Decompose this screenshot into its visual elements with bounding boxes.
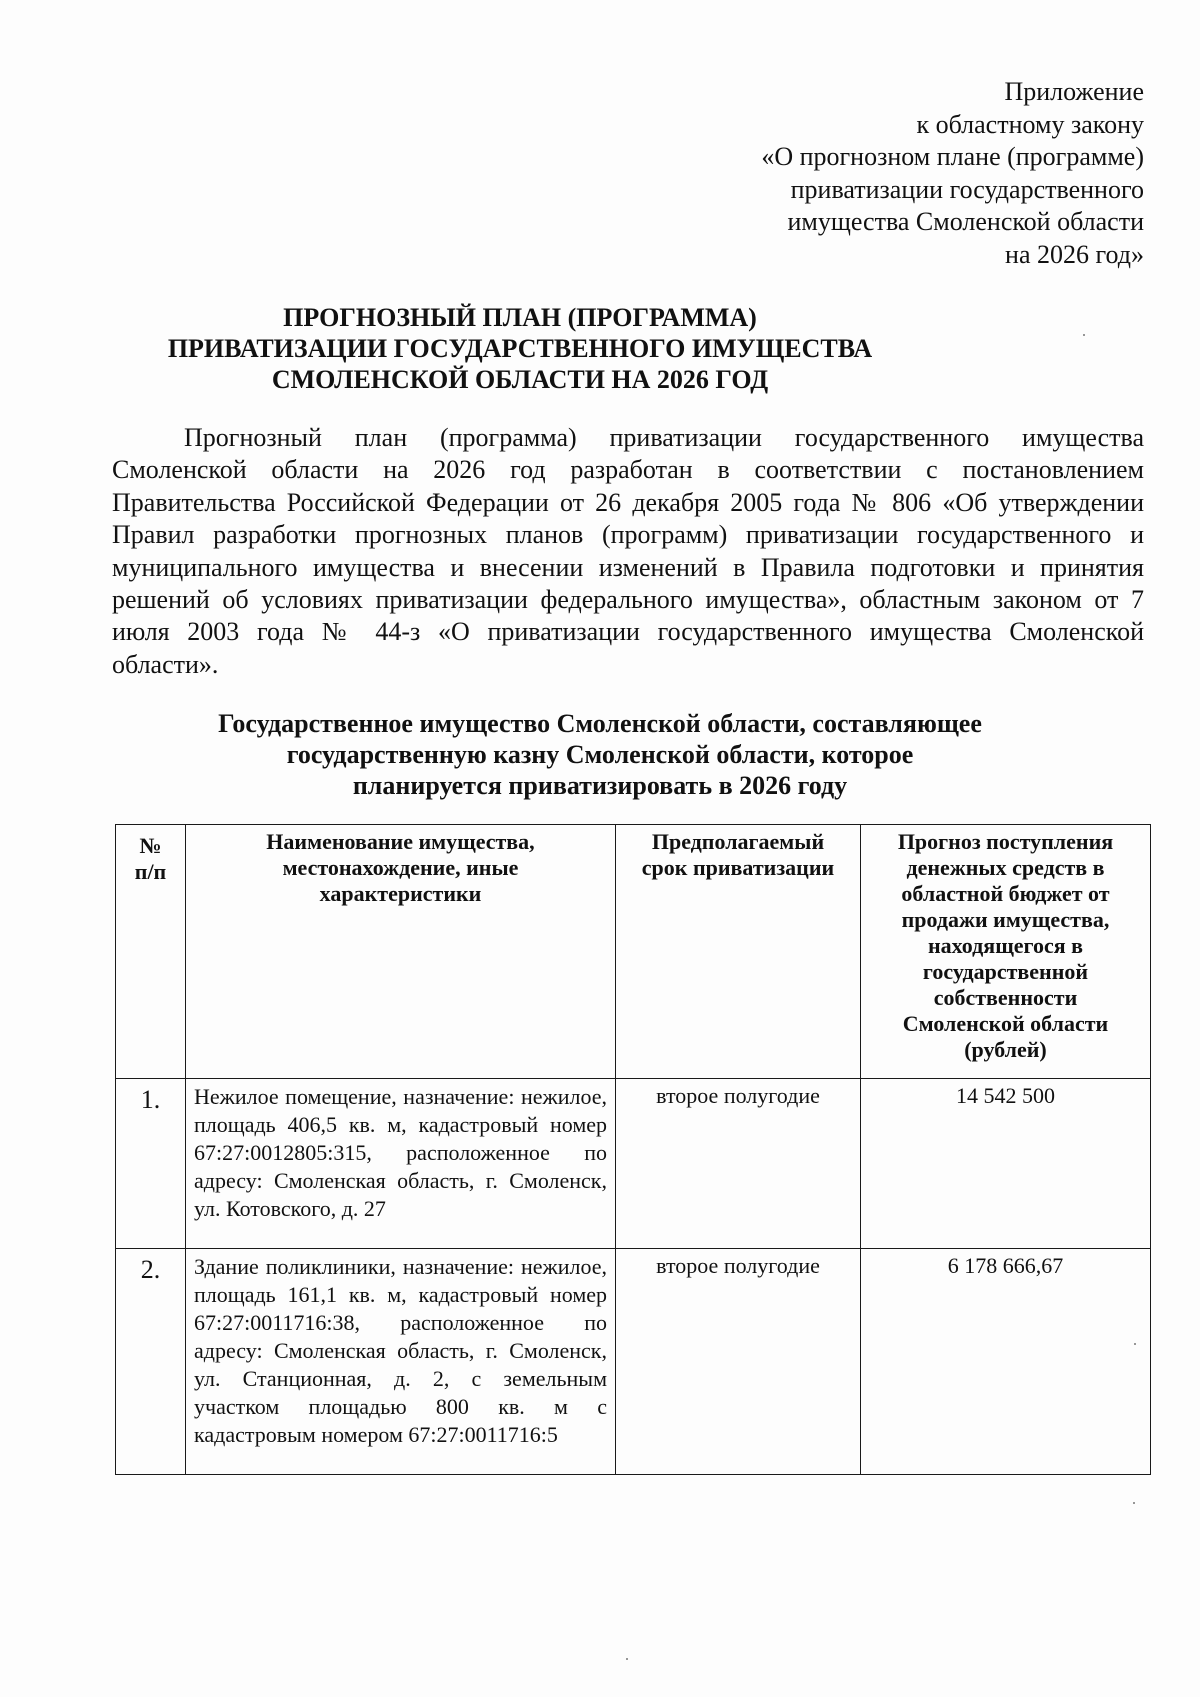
header-term-line: срок приватизации bbox=[641, 855, 835, 880]
appendix-line: приватизации государственного bbox=[790, 174, 1144, 204]
row-number: 2. bbox=[116, 1249, 186, 1475]
revenue-forecast: 6 178 666,67 bbox=[861, 1249, 1151, 1475]
scan-speck bbox=[1133, 1502, 1135, 1504]
title-line: СМОЛЕНСКОЙ ОБЛАСТИ НА 2026 ГОД bbox=[271, 365, 769, 394]
appendix-block bbox=[584, 76, 1144, 271]
header-name-line: характеристики bbox=[319, 881, 482, 906]
caption-line: государственную казну Смоленской области, которое bbox=[286, 740, 914, 769]
header-num-line: № bbox=[139, 833, 162, 858]
appendix-line: к областному закону bbox=[916, 109, 1144, 139]
header-sum-line: (рублей) bbox=[964, 1037, 1047, 1062]
header-num bbox=[116, 825, 186, 1079]
scan-speck bbox=[1134, 1343, 1136, 1345]
privatization-table bbox=[115, 824, 1151, 1475]
header-sum-line: государственной bbox=[922, 959, 1089, 984]
header-sum-line: Смоленской области bbox=[902, 1011, 1109, 1036]
caption-line: планируется приватизировать в 2026 году bbox=[352, 771, 848, 800]
appendix-line: на 2026 год» bbox=[1005, 239, 1144, 269]
caption-line: Государственное имущество Смоленской области, составляющее bbox=[218, 709, 982, 738]
header-term bbox=[616, 825, 861, 1079]
privatization-term: второе полугодие bbox=[616, 1079, 861, 1249]
property-description: Здание поликлиники, назначение: нежилое, площадь 161,1 кв. м, кадастровый номер 67:27:0011716:38, расположенное по адресу: Смоленская область, г. Смоленск, ул. Станционная, д. 2, с земельным участком площадью 800 кв. м с кадастровым номером 67:27:0011716:5 bbox=[186, 1249, 616, 1475]
title-line: ПРИВАТИЗАЦИИ ГОСУДАРСТВЕННОГО ИМУЩЕСТВА bbox=[167, 334, 873, 363]
document-title bbox=[150, 302, 890, 395]
header-sum-line: Прогноз поступления bbox=[897, 829, 1114, 854]
row-number: 1. bbox=[116, 1079, 186, 1249]
header-sum-line: продажи имущества, bbox=[901, 907, 1110, 932]
header-num-line: п/п bbox=[134, 859, 167, 884]
table-header-row bbox=[116, 825, 1151, 1079]
appendix-line: «О прогнозном плане (программе) bbox=[761, 142, 1144, 171]
title-line: ПРОГНОЗНЫЙ ПЛАН (ПРОГРАММА) bbox=[283, 303, 757, 332]
header-sum-line: собственности bbox=[933, 985, 1078, 1010]
property-description: Нежилое помещение, назначение: нежилое, площадь 406,5 кв. м, кадастровый номер 67:27:0012805:315, расположенное по адресу: Смоленская область, г. Смоленск, ул. Котовского, д. 27 bbox=[186, 1079, 616, 1249]
header-sum-line: находящегося в bbox=[927, 933, 1084, 958]
header-name-line: местонахождение, иные bbox=[282, 855, 519, 880]
header-sum bbox=[861, 825, 1151, 1079]
scan-speck bbox=[626, 1658, 628, 1660]
table-row bbox=[116, 1249, 1151, 1475]
header-name-line: Наименование имущества, bbox=[266, 829, 535, 854]
table-caption bbox=[168, 708, 1032, 801]
header-name bbox=[186, 825, 616, 1079]
revenue-forecast: 14 542 500 bbox=[861, 1079, 1151, 1249]
appendix-line: имущества Смоленской области bbox=[787, 207, 1144, 236]
header-sum-line: областной бюджет от bbox=[901, 881, 1110, 906]
table-row bbox=[116, 1079, 1151, 1249]
appendix-line: Приложение bbox=[1004, 77, 1144, 106]
header-term-line: Предполагаемый bbox=[651, 829, 825, 854]
header-sum-line: денежных средств в bbox=[906, 855, 1105, 880]
intro-paragraph: Прогнозный план (программа) приватизации государственного имущества Смоленской области на 2026 год разработан в соответствии с постановлением Правительства Российской Федерации от 26 декабря 2005 года № 806 «Об утверждении Правил разработки прогнозных планов (программ) приватизации государственного и муниципального имущества и внесении изменений в Правила подготовки и принятия решений об условиях приватизации федерального имущества», областным законом от 7 июля 2003 года № 44-з «О приватизации государственного имущества Смоленской области». bbox=[112, 423, 1144, 679]
scan-speck bbox=[1083, 334, 1085, 336]
privatization-term: второе полугодие bbox=[616, 1249, 861, 1475]
